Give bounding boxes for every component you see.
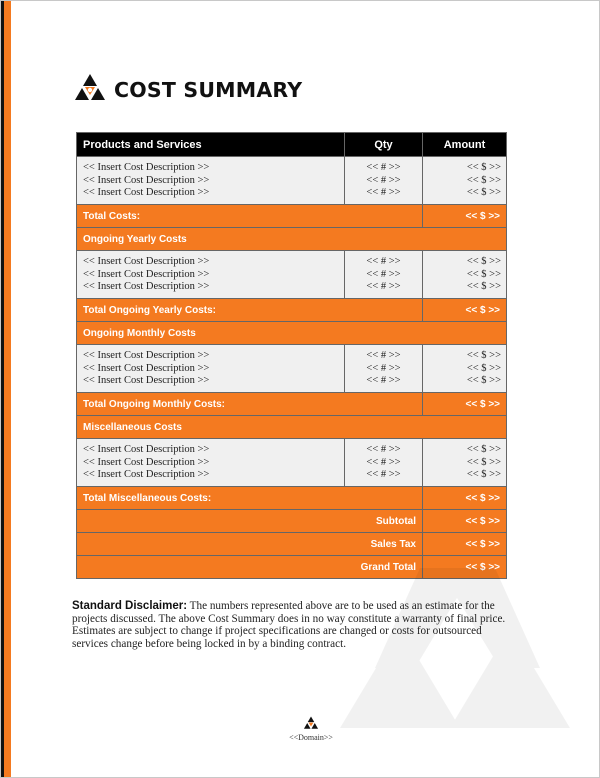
- total-value[interactable]: << $ >>: [423, 299, 507, 322]
- item-qty: << # >>: [366, 268, 401, 280]
- qty-cell[interactable]: [345, 251, 423, 299]
- amount-cell[interactable]: [423, 345, 507, 393]
- section-title-row: [77, 228, 507, 251]
- item-amount: << $ >>: [466, 281, 501, 292]
- column-header-products: Products and Services: [77, 133, 345, 157]
- total-value[interactable]: << $ >>: [423, 205, 507, 228]
- description-cell[interactable]: [77, 157, 345, 205]
- item-qty: << # >>: [366, 362, 401, 374]
- item-description: << Insert Cost Description >>: [83, 281, 210, 292]
- disclaimer-text: The numbers represented above are to be used as an estimate for the projects discussed. The above Cost Summary does in no way constitute a warranty of final price. Estimates are subject to change if project specifications are changed or costs for outsourced services change before being locked in by a binding contract.: [72, 600, 506, 650]
- table-row: [77, 157, 507, 205]
- footer-logo-icon: [303, 716, 319, 732]
- item-description: << Insert Cost Description >>: [83, 444, 210, 455]
- item-amount: << $ >>: [466, 268, 501, 280]
- column-header-qty: Qty: [345, 133, 423, 157]
- item-qty: << # >>: [366, 256, 401, 267]
- table-header-row: [77, 133, 507, 157]
- column-header-amount: Amount: [423, 133, 507, 157]
- table-row: [77, 345, 507, 393]
- item-qty: << # >>: [366, 444, 401, 455]
- item-description: << Insert Cost Description >>: [83, 187, 210, 198]
- total-label: Total Miscellaneous Costs:: [77, 487, 423, 510]
- subtotal-label: Subtotal: [77, 510, 423, 533]
- amount-cell[interactable]: [423, 157, 507, 205]
- section-title: Ongoing Monthly Costs: [77, 322, 507, 345]
- footer-domain: <<Domain>>: [289, 733, 333, 742]
- item-description: << Insert Cost Description >>: [83, 469, 210, 480]
- total-value[interactable]: << $ >>: [423, 487, 507, 510]
- table-row: [77, 251, 507, 299]
- grand-total-label: Grand Total: [77, 556, 423, 579]
- page-title: COST SUMMARY: [114, 78, 303, 102]
- total-value[interactable]: << $ >>: [423, 393, 507, 416]
- section-title: Ongoing Yearly Costs: [77, 228, 507, 251]
- side-stripe-orange: [4, 1, 11, 777]
- item-qty: << # >>: [366, 187, 401, 198]
- item-qty: << # >>: [366, 281, 401, 292]
- qty-cell[interactable]: [345, 157, 423, 205]
- qty-cell[interactable]: [345, 439, 423, 487]
- total-row: [77, 487, 507, 510]
- item-amount: << $ >>: [466, 469, 501, 480]
- amount-cell[interactable]: [423, 251, 507, 299]
- total-row: [77, 205, 507, 228]
- item-description: << Insert Cost Description >>: [83, 256, 210, 267]
- item-amount: << $ >>: [466, 350, 501, 361]
- item-amount: << $ >>: [466, 456, 501, 468]
- item-amount: << $ >>: [466, 187, 501, 198]
- item-description: << Insert Cost Description >>: [83, 350, 210, 361]
- item-amount: << $ >>: [466, 256, 501, 267]
- item-amount: << $ >>: [466, 444, 501, 455]
- item-description: << Insert Cost Description >>: [83, 174, 210, 186]
- sales-tax-value[interactable]: << $ >>: [423, 533, 507, 556]
- disclaimer-lead: Standard Disclaimer:: [72, 600, 188, 612]
- total-label: Total Ongoing Monthly Costs:: [77, 393, 423, 416]
- amount-cell[interactable]: [423, 439, 507, 487]
- item-description: << Insert Cost Description >>: [83, 268, 210, 280]
- total-row: [77, 299, 507, 322]
- item-description: << Insert Cost Description >>: [83, 162, 210, 173]
- item-amount: << $ >>: [466, 362, 501, 374]
- section-title: Miscellaneous Costs: [77, 416, 507, 439]
- item-amount: << $ >>: [466, 174, 501, 186]
- total-row: [77, 393, 507, 416]
- subtotal-row: [77, 510, 507, 533]
- item-amount: << $ >>: [466, 162, 501, 173]
- item-description: << Insert Cost Description >>: [83, 362, 210, 374]
- item-description: << Insert Cost Description >>: [83, 456, 210, 468]
- grand-total-value[interactable]: << $ >>: [423, 556, 507, 579]
- item-description: << Insert Cost Description >>: [83, 375, 210, 386]
- item-qty: << # >>: [366, 375, 401, 386]
- item-qty: << # >>: [366, 350, 401, 361]
- total-label: Total Costs:: [77, 205, 423, 228]
- qty-cell[interactable]: [345, 345, 423, 393]
- table-row: [77, 439, 507, 487]
- description-cell[interactable]: [77, 251, 345, 299]
- section-title-row: [77, 416, 507, 439]
- page-header: [73, 73, 302, 107]
- item-qty: << # >>: [366, 162, 401, 173]
- cost-summary-table: [76, 132, 507, 579]
- item-amount: << $ >>: [466, 375, 501, 386]
- item-qty: << # >>: [366, 456, 401, 468]
- sales-tax-label: Sales Tax: [77, 533, 423, 556]
- total-label: Total Ongoing Yearly Costs:: [77, 299, 423, 322]
- section-title-row: [77, 322, 507, 345]
- tri-logo-icon: [73, 73, 107, 107]
- item-qty: << # >>: [366, 174, 401, 186]
- subtotal-value[interactable]: << $ >>: [423, 510, 507, 533]
- item-qty: << # >>: [366, 469, 401, 480]
- sales-tax-row: [77, 533, 507, 556]
- description-cell[interactable]: [77, 439, 345, 487]
- description-cell[interactable]: [77, 345, 345, 393]
- disclaimer: [72, 600, 512, 650]
